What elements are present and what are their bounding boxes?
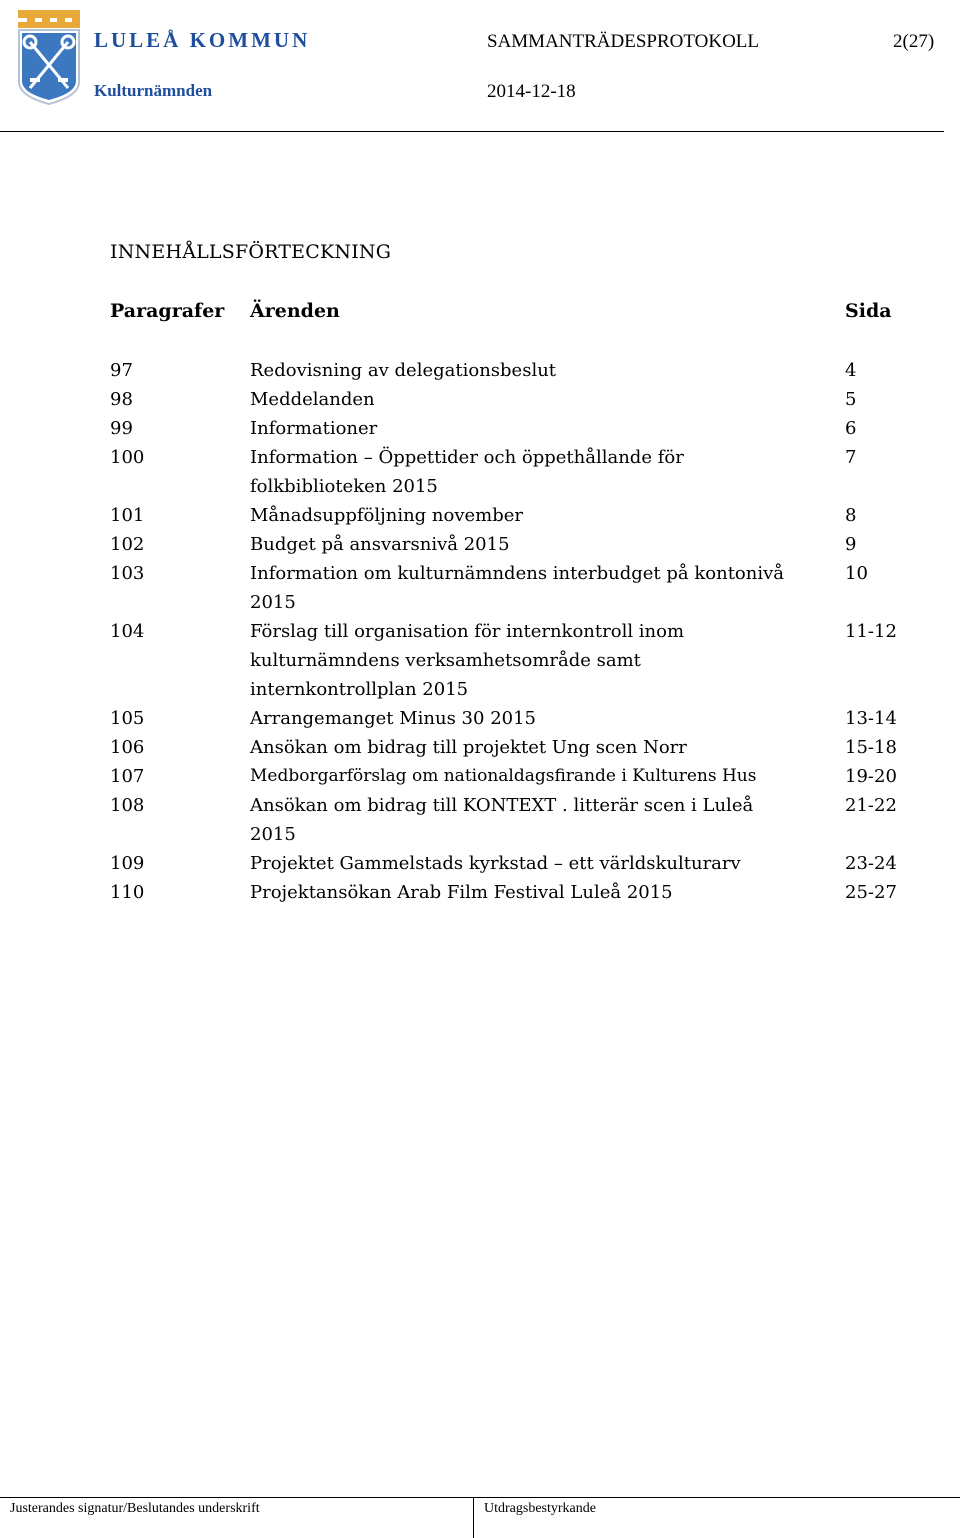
matter-title: Projektet Gammelstads kyrkstad – ett världskulturarv	[250, 853, 741, 874]
page-reference: 9	[845, 534, 857, 555]
footer-divider	[0, 1497, 960, 1498]
paragraph-number: 105	[110, 708, 145, 729]
document-type: SAMMANTRÄDESPROTOKOLL	[487, 31, 760, 52]
lulea-coat-of-arms-logo	[12, 8, 86, 106]
page-number: 2(27)	[893, 31, 935, 52]
paragraph-number: 110	[110, 882, 145, 903]
toc-row	[0, 443, 960, 501]
toc-row	[0, 501, 960, 530]
footer-column-divider	[473, 1497, 474, 1538]
page-reference: 13-14	[845, 708, 897, 729]
paragraph-number: 102	[110, 534, 145, 555]
paragraph-number: 109	[110, 853, 145, 874]
toc-row	[0, 878, 960, 907]
page-reference: 4	[845, 360, 857, 381]
page-reference: 19-20	[845, 766, 897, 787]
matter-title: Budget på ansvarsnivå 2015	[250, 534, 510, 555]
toc-row	[0, 762, 960, 791]
paragraph-number: 108	[110, 795, 145, 816]
page-reference: 11-12	[845, 621, 897, 642]
paragraph-number: 101	[110, 505, 145, 526]
paragraph-number: 98	[110, 389, 133, 410]
column-header-matter: Ärenden	[250, 300, 340, 322]
matter-title: Projektansökan Arab Film Festival Luleå 2015	[250, 882, 673, 903]
paragraph-number: 106	[110, 737, 145, 758]
page-reference: 6	[845, 418, 857, 439]
organization-name: LULEÅ KOMMUN	[94, 28, 311, 52]
matter-title: Information – Öppettider och öppethållande för folkbiblioteken 2015	[250, 447, 684, 497]
matter-title: Ansökan om bidrag till projektet Ung scen Norr	[250, 737, 687, 758]
page-reference: 8	[845, 505, 857, 526]
toc-row	[0, 356, 960, 385]
toc-row	[0, 414, 960, 443]
toc-row	[0, 530, 960, 559]
page-reference: 10	[845, 563, 868, 584]
matter-title: Ansökan om bidrag till KONTEXT . litterär scen i Luleå 2015	[250, 795, 754, 845]
toc-row	[0, 849, 960, 878]
department-name: Kulturnämnden	[94, 81, 213, 100]
matter-title: Information om kulturnämndens interbudget på kontonivå 2015	[250, 563, 785, 613]
paragraph-number: 100	[110, 447, 145, 468]
page-reference: 21-22	[845, 795, 897, 816]
column-header-paragraph: Paragrafer	[110, 300, 225, 322]
page-reference: 25-27	[845, 882, 897, 903]
page-reference: 5	[845, 389, 857, 410]
toc-row	[0, 559, 960, 617]
paragraph-number: 99	[110, 418, 133, 439]
paragraph-number: 104	[110, 621, 145, 642]
page-reference: 23-24	[845, 853, 897, 874]
matter-title: Förslag till organisation för internkontroll inom kulturnämndens verksamhetsområde samt internkontrollplan 2015	[250, 621, 685, 700]
page-reference: 7	[845, 447, 857, 468]
toc-row	[0, 704, 960, 733]
matter-title: Informationer	[250, 418, 378, 439]
toc-row	[0, 385, 960, 414]
matter-title: Medborgarförslag om nationaldagsfirande i Kulturens Hus	[250, 766, 757, 786]
paragraph-number: 107	[110, 766, 145, 787]
page-reference: 15-18	[845, 737, 897, 758]
toc-row	[0, 733, 960, 762]
paragraph-number: 97	[110, 360, 133, 381]
certification-field-label: Utdragsbestyrkande	[484, 1501, 596, 1516]
matter-title: Redovisning av delegationsbeslut	[250, 360, 557, 381]
meeting-date: 2014-12-18	[487, 81, 576, 102]
header-divider	[0, 131, 944, 132]
toc-row	[0, 791, 960, 849]
matter-title: Meddelanden	[250, 389, 375, 410]
matter-title: Arrangemanget Minus 30 2015	[250, 708, 536, 729]
signature-field-label: Justerandes signatur/Beslutandes underskrift	[10, 1501, 260, 1516]
toc-list	[0, 356, 960, 907]
toc-title: INNEHÅLLSFÖRTECKNING	[110, 241, 392, 263]
matter-title: Månadsuppföljning november	[250, 505, 524, 526]
toc-row	[0, 617, 960, 704]
paragraph-number: 103	[110, 563, 145, 584]
column-header-page: Sida	[845, 300, 892, 322]
